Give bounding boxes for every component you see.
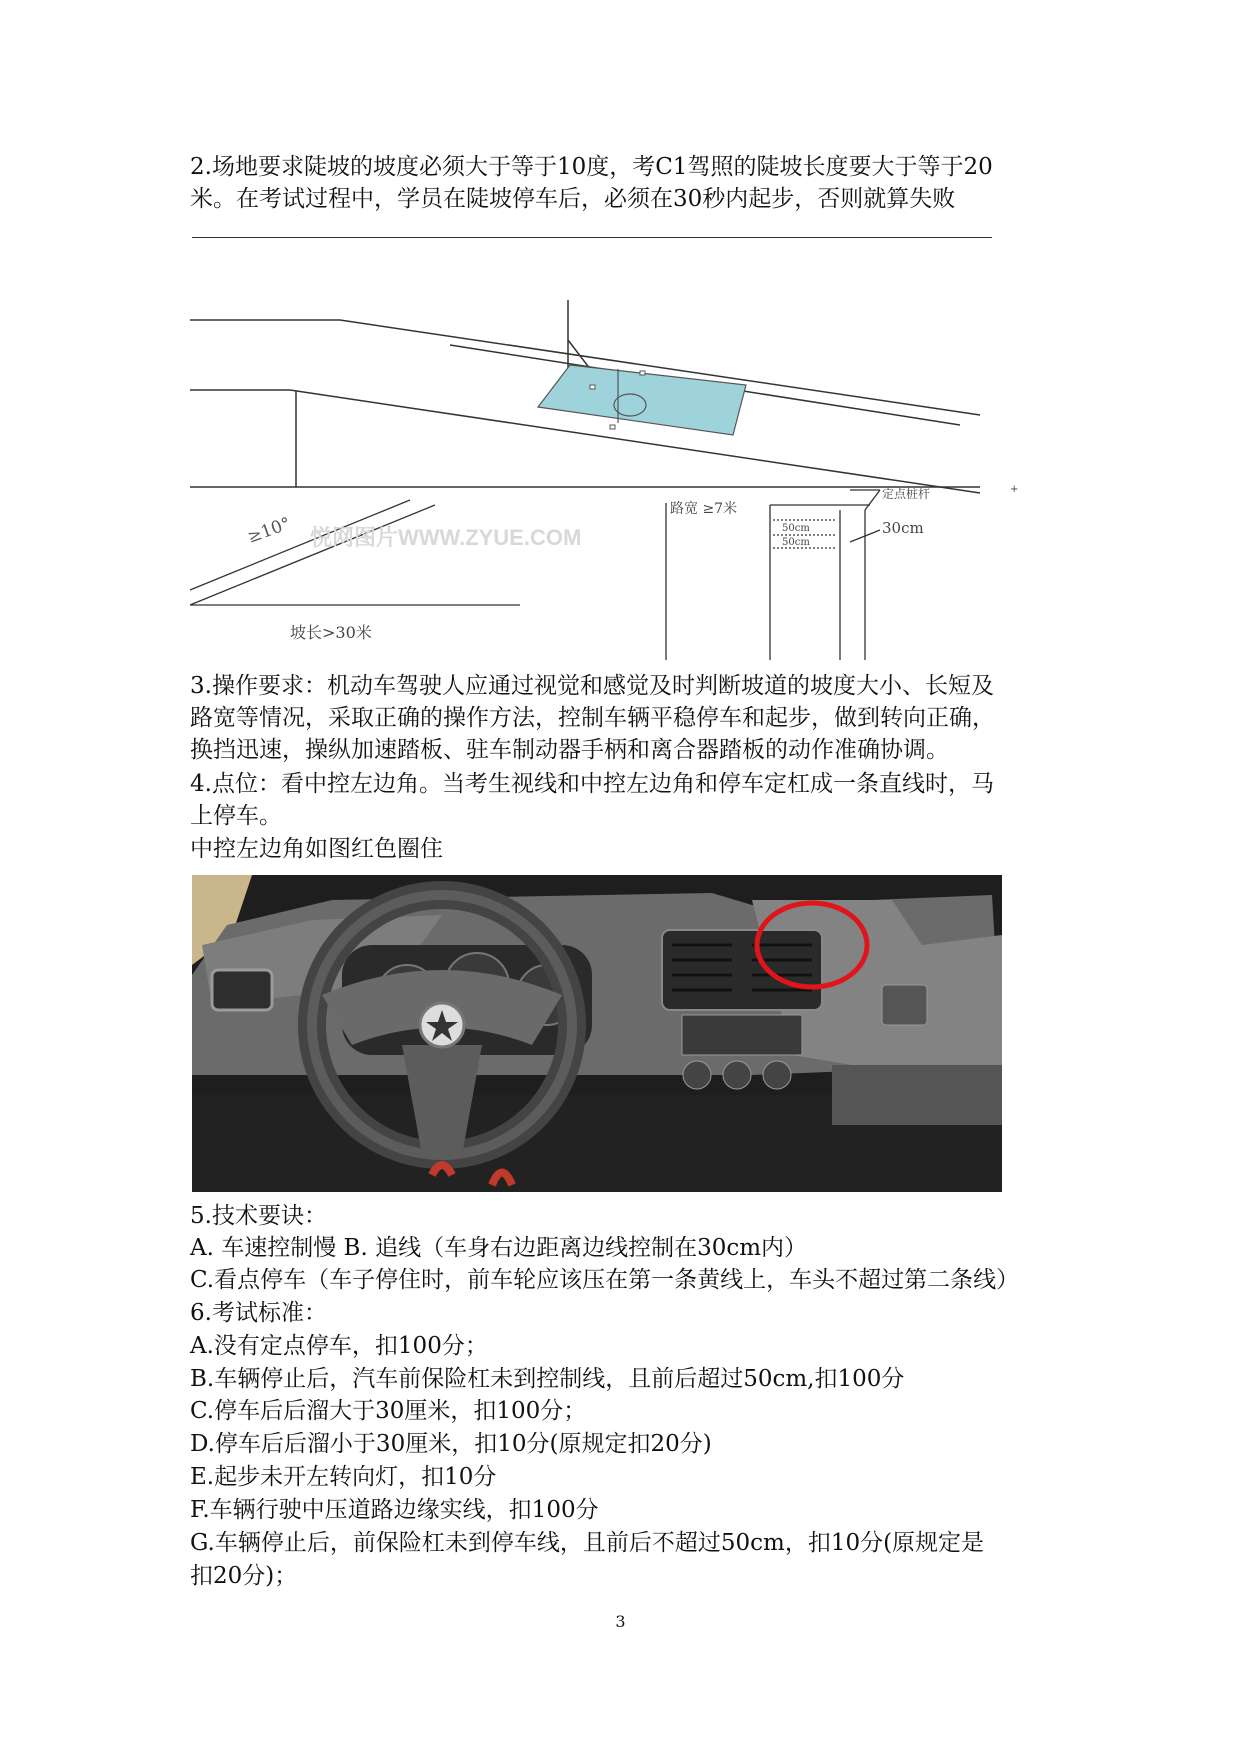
- dim-50cm-b: 50cm: [782, 537, 810, 548]
- section6-d: D.停车后后溜小于30厘米，扣10分(原规定扣20分): [190, 1431, 712, 1457]
- section6-e: E.起步未开左转向灯，扣10分: [190, 1464, 497, 1490]
- section6-g-line1: G.车辆停止后，前保险杠未到停车线，且前后不超过50cm，扣10分(原规定是: [190, 1530, 985, 1556]
- pole-label: 定点桩杆: [882, 487, 931, 501]
- dim-30cm: 30cm: [882, 519, 924, 537]
- section6-a: A.没有定点停车，扣100分；: [190, 1333, 488, 1359]
- dashboard-photo: [192, 875, 1002, 1192]
- slope-length-label: 坡长>30米: [290, 623, 372, 642]
- section4-caption: 中控左边角如图红色圈住: [190, 836, 443, 862]
- section3-line2: 路宽等情况，采取正确的操作方法，控制车辆平稳停车和起步，做到转向正确，: [190, 705, 995, 731]
- svg-text:+: +: [1010, 484, 1019, 495]
- section6-b: B.车辆停止后，汽车前保险杠未到控制线，且前后超过50cm,扣100分: [190, 1366, 905, 1392]
- road-width-label: 路宽 ≥7米: [670, 501, 738, 517]
- section3-line3: 换挡迅速，操纵加速踏板、驻车制动器手柄和离合器踏板的动作准确协调。: [190, 737, 949, 763]
- watermark: 悦网图片WWW.ZYUE.COM: [310, 525, 582, 550]
- section3-line1: 3.操作要求：机动车驾驶人应通过视觉和感觉及时判断坡道的坡度大小、长短及: [190, 673, 994, 699]
- section2-line2: 米。在考试过程中，学员在陡坡停车后，必须在30秒内起步，否则就算失败: [190, 186, 956, 212]
- dim-50cm-a: 50cm: [782, 523, 810, 534]
- section5-c: C.看点停车（车子停住时，前车轮应该压在第一条黄线上，车头不超过第二条线）: [190, 1267, 1020, 1293]
- divider: [192, 237, 992, 238]
- section4-line1: 4.点位：看中控左边角。当考生视线和中控左边角和停车定杠成一条直线时，马: [190, 771, 994, 797]
- section6-c: C.停车后后溜大于30厘米，扣100分；: [190, 1398, 587, 1424]
- section6-title: 6.考试标准：: [190, 1300, 327, 1326]
- section5-title: 5.技术要诀：: [190, 1203, 327, 1229]
- section6-g-line2: 扣20分)；: [190, 1563, 298, 1589]
- page-number: 3: [615, 1612, 626, 1631]
- section2-line1: 2.场地要求陡坡的坡度必须大于等于10度，考C1驾照的陡坡长度要大于等于20: [190, 154, 993, 180]
- slope-diagram: [190, 265, 1030, 660]
- section6-f: F.车辆行驶中压道路边缘实线，扣100分: [190, 1497, 599, 1523]
- section4-line2: 上停车。: [190, 803, 282, 829]
- slope-angle-label: ≥10°: [244, 513, 294, 548]
- section5-a: A. 车速控制慢 B. 追线（车身右边距离边线控制在30cm内）: [190, 1235, 808, 1261]
